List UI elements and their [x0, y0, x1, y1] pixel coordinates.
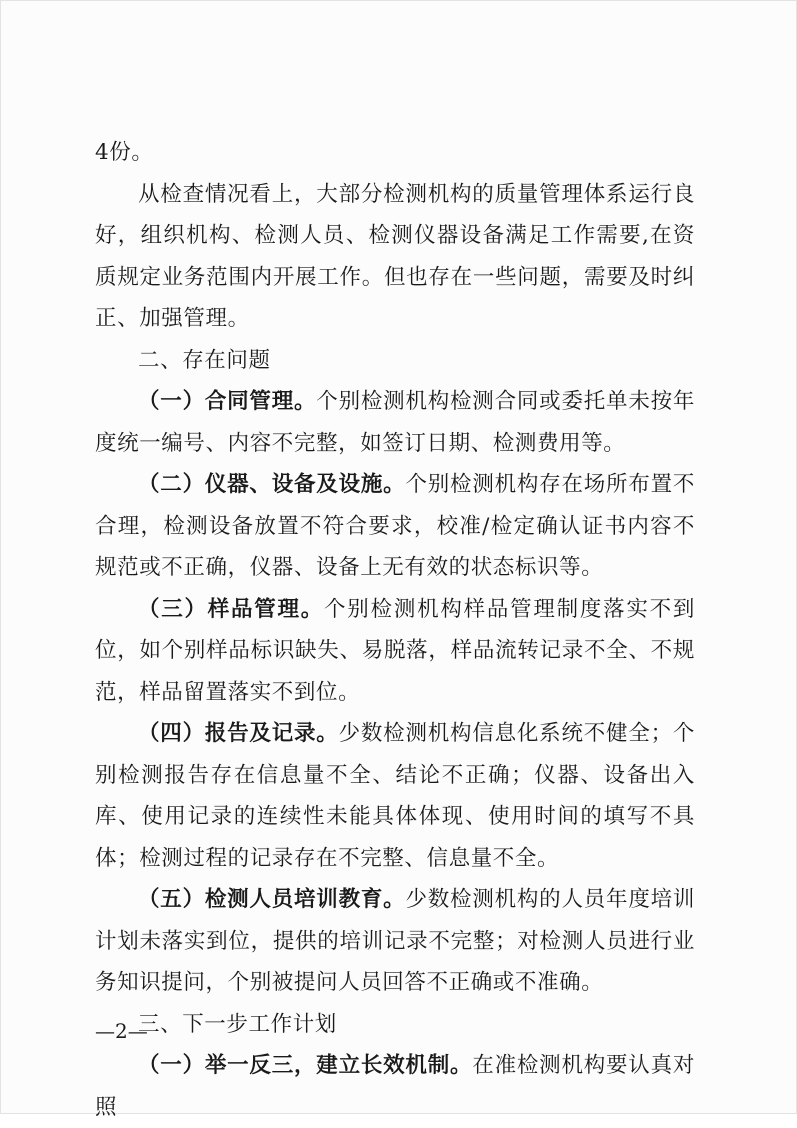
- paragraph-problem-1: [95, 381, 695, 464]
- problem-5-title: （五）检测人员培训教育。: [138, 887, 406, 912]
- page-number: —2—: [95, 1019, 148, 1043]
- problem-1-title: （一）合同管理。: [138, 389, 317, 414]
- problem-2-title: （二）仪器、设备及设施。: [138, 472, 406, 497]
- problem-5-text: 少数检测机构的人员年度培训计划未落实到位，提供的培训记录不完整；对检测人员进行业务知识提问，个别被提问人员回答不正确或不准确。: [95, 887, 695, 995]
- paragraph-summary: 从检查情况看上，大部分检测机构的质量管理体系运行良好，组织机构、检测人员、检测仪器设备满足工作需要,在资质规定业务范围内开展工作。但也存在一些问题，需要及时纠正、加强管理。: [95, 181, 695, 331]
- section-heading-next-steps: 三、下一步工作计划: [138, 1011, 337, 1037]
- document-body: [95, 132, 695, 1128]
- problem-4-text: 少数检测机构信息化系统不健全；个别检测报告存在信息量不全、结论不正确；仪器、设备出入库、使用记录的连续性未能具体体现、使用时间的填写不具体；检测过程的记录存在不完整、信息量不全。: [95, 721, 695, 871]
- problem-1-text: 个别检测机构检测合同或委托单未按年度统一编号、内容不完整，如签订日期、检测费用等。: [95, 389, 695, 456]
- problem-2-text: 个别检测机构存在场所布置不合理，检测设备放置不符合要求，校准/检定确认证书内容不规范或不正确，仪器、设备上无有效的状态标识等。: [95, 472, 695, 580]
- problem-4-title: （四）报告及记录。: [138, 721, 339, 746]
- paragraph-problem-5: [95, 879, 695, 1004]
- paragraph-problem-3: [95, 589, 695, 714]
- paragraph-plan-1: [95, 1045, 695, 1128]
- plan-1-text: 在准检测机构要认真对照: [95, 1053, 695, 1120]
- plan-1-title: （一）举一反三，建立长效机制。: [138, 1053, 473, 1078]
- paragraph-continuation: 4份。: [95, 140, 154, 165]
- problem-3-title: （三）样品管理。: [138, 596, 325, 622]
- paragraph-problem-4: [95, 713, 695, 879]
- section-heading-problems: 二、存在问题: [138, 347, 271, 373]
- paragraph-problem-2: [95, 464, 695, 589]
- problem-3-text: 个别检测机构样品管理制度落实不到位，如个别样品标识缺失、易脱落，样品流转记录不全、不规范，样品留置落实不到位。: [95, 596, 695, 705]
